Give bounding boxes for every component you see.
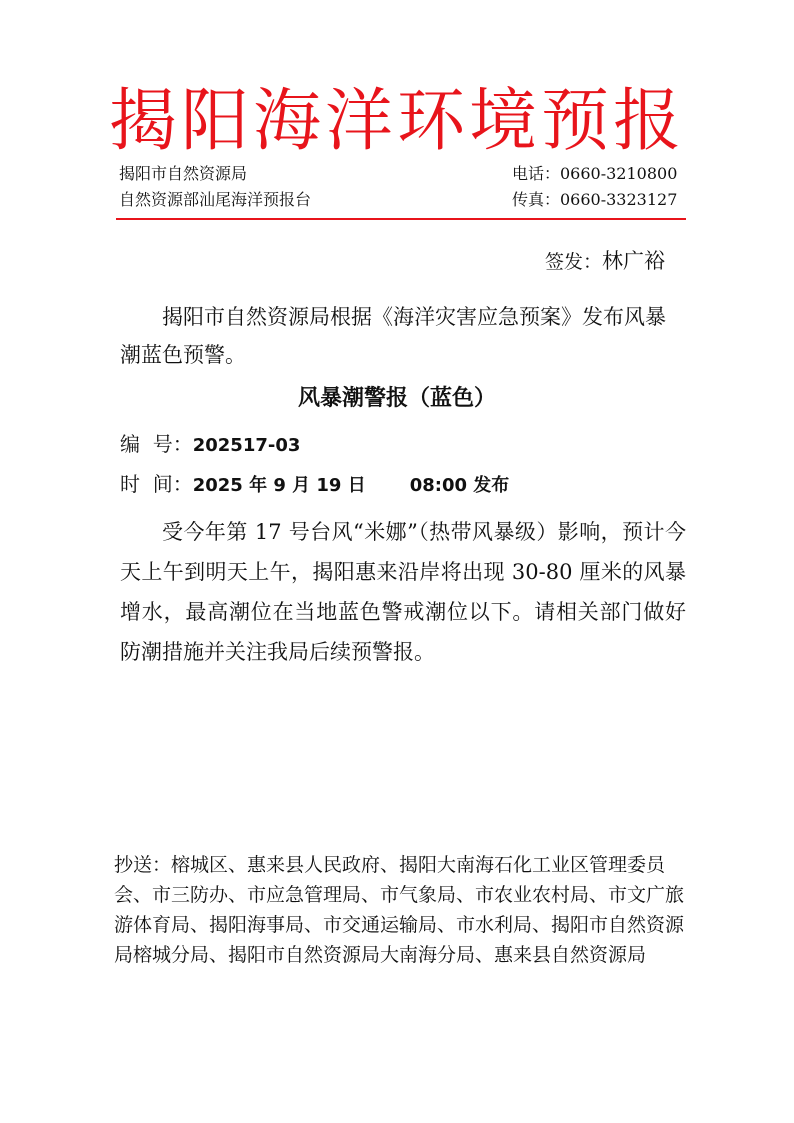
signer-name: 林广裕: [602, 249, 666, 273]
phone-number: 电话：0660-3210800: [512, 164, 678, 183]
masthead-title: 揭阳海洋环境预报: [108, 82, 685, 161]
signer-label: 签发：: [545, 251, 603, 273]
document-title: 风暴潮警报（蓝色）: [297, 386, 496, 411]
document-number: [120, 430, 300, 460]
cc-recipients: 抄送：榕城区、惠来县人民政府、揭阳大南海石化工业区管理委员会、市三防办、市应急管理局、市气象局、市农业农村局、市文广旅游体育局、揭阳海事局、市交通运输局、市水利局、揭阳市自然资源局榕城分局、揭阳市自然资源局大南海分局、惠来县自然资源局: [114, 854, 685, 966]
time-label: 时 间：: [120, 472, 193, 496]
publish-time: 08:00 发布: [409, 475, 510, 496]
issue-time: [120, 470, 509, 500]
intro-paragraph: 揭阳市自然资源局根据《海洋灾害应急预案》发布风暴潮蓝色预警。: [120, 305, 666, 367]
warning-body: 受今年第 17 号台风“米娜”（热带风暴级）影响，预计今天上午到明天上午，揭阳惠来沿岸将出现 30-80 厘米的风暴增水，最高潮位在当地蓝色警戒潮位以下。请相关部门做好防潮措施并关注我局后续预警报。: [120, 520, 686, 664]
issuer-bureau: 揭阳市自然资源局: [119, 164, 248, 183]
number-value: 202517-03: [192, 435, 301, 456]
time-value: 2025 年 9 月 19 日: [192, 475, 366, 496]
issuer-forecast-station: 自然资源部汕尾海洋预报台: [119, 190, 312, 209]
header-divider: [116, 218, 686, 220]
signer: [545, 246, 665, 277]
number-label: 编 号：: [120, 432, 193, 456]
fax-number: 传真：0660-3323127: [512, 190, 678, 209]
